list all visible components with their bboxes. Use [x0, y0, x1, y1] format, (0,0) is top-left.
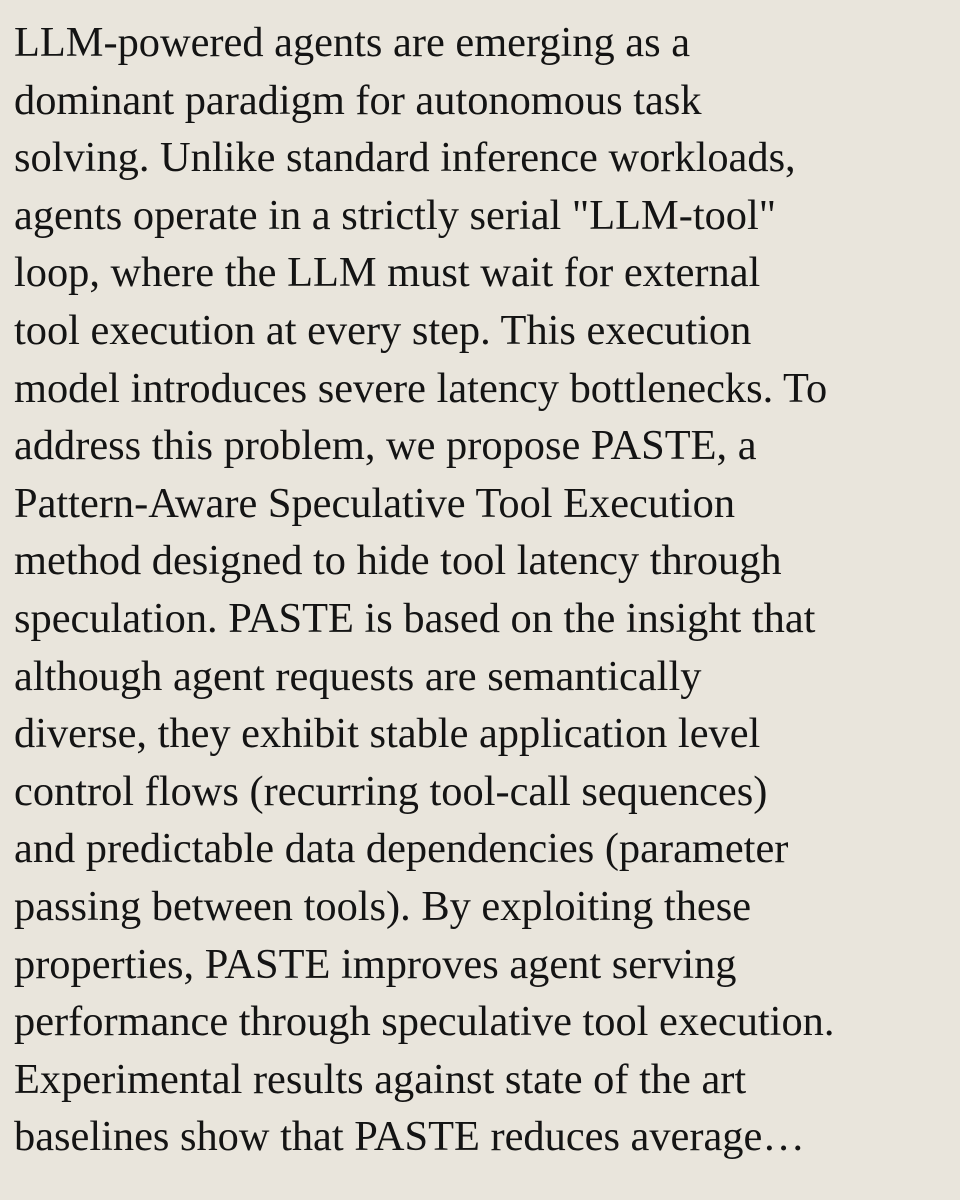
- text-line: solving. Unlike standard inference workloads,: [14, 134, 796, 182]
- text-line: speculation. PASTE is based on the insight that: [14, 594, 816, 642]
- text-line: control flows (recurring tool-call sequences): [14, 767, 768, 815]
- text-line: dominant paradigm for autonomous task: [14, 76, 702, 124]
- text-line: diverse, they exhibit stable application level: [14, 710, 761, 758]
- text-line: properties, PASTE improves agent serving: [14, 940, 737, 988]
- text-line: Experimental results against state of the art: [14, 1055, 747, 1103]
- text-line: loop, where the LLM must wait for external: [14, 249, 761, 297]
- abstract-paragraph: [14, 14, 950, 1166]
- text-line: and predictable data dependencies (parameter: [14, 825, 789, 873]
- text-line: performance through speculative tool execution.: [14, 998, 835, 1046]
- text-line: address this problem, we propose PASTE, a: [14, 422, 757, 470]
- text-line: Pattern-Aware Speculative Tool Execution: [14, 479, 736, 527]
- text-line: method designed to hide tool latency through: [14, 537, 782, 585]
- text-line: baselines show that PASTE reduces average…: [14, 1113, 805, 1161]
- text-line: LLM-powered agents are emerging as a: [14, 19, 691, 66]
- text-line: passing between tools). By exploiting these: [14, 882, 752, 930]
- text-line: agents operate in a strictly serial "LLM-tool": [14, 191, 777, 239]
- text-line: although agent requests are semantically: [14, 652, 702, 700]
- text-line: tool execution at every step. This execution: [14, 306, 752, 354]
- text-line: model introduces severe latency bottlenecks. To: [14, 364, 828, 412]
